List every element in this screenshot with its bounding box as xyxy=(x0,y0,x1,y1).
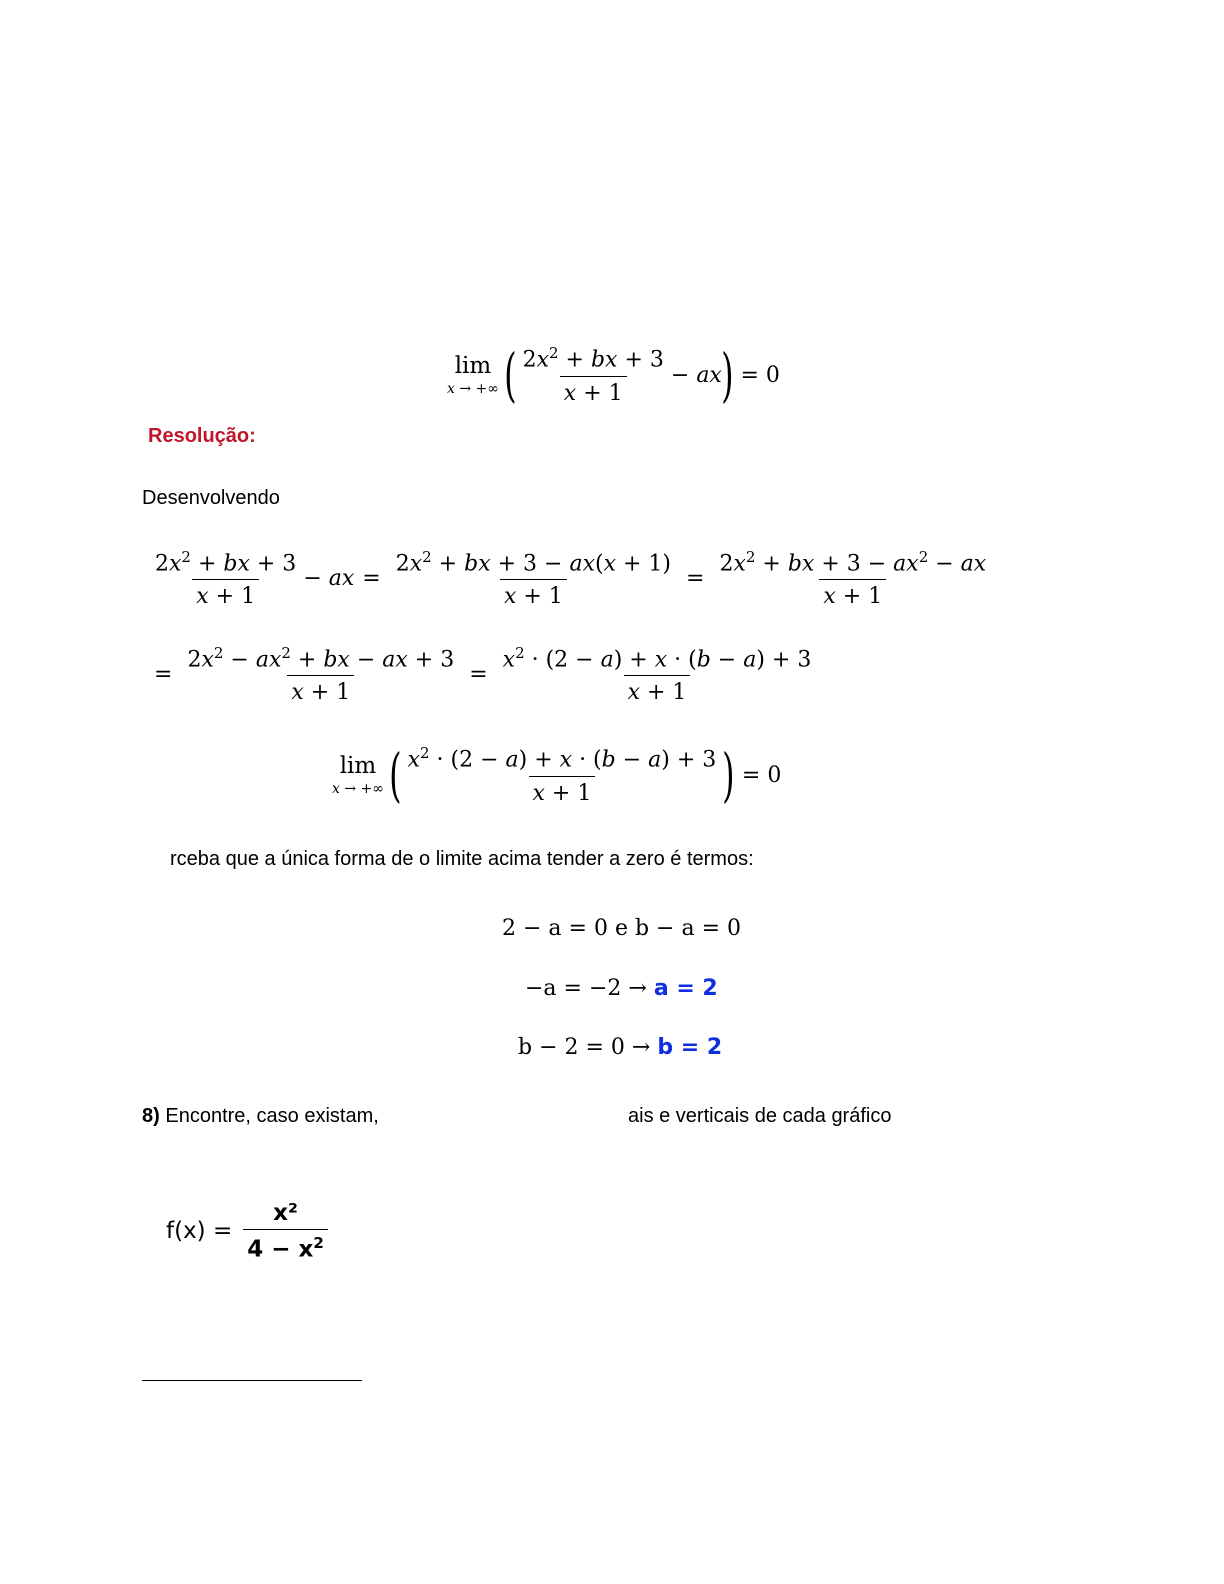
question-8-number: 8) xyxy=(142,1105,160,1127)
solve-b-equation xyxy=(518,1035,722,1060)
question-8-left xyxy=(142,1105,379,1128)
limit-equation-1: lim x → +∞ ( $\frac{2x^2 + bx + 3}{x + 1}$ − ax ) = 0 xyxy=(447,341,780,409)
result-a: a = 2 xyxy=(653,976,718,1001)
question-8-text: Encontre, caso existam, xyxy=(165,1105,379,1127)
desenvolvendo-text: Desenvolvendo xyxy=(142,487,280,509)
function-definition: f(x) = $\frac{\text{x²}}{4 - x^2}$ xyxy=(166,1200,331,1263)
solve-b-left: b − 2 = 0 → xyxy=(518,1035,651,1060)
expansion-equation-2: = $\frac{2x^2 - ax^2 + bx - ax + 3}{x + 1}$ = $\frac{x^2 \cdot (2 - a) + x \cdot (b - a) + 3}{x + 1}$ xyxy=(154,644,812,706)
solve-a-left: −a = −2 → xyxy=(525,976,647,1001)
perceba-text: rceba que a única forma de o limite acima tender a zero é termos: xyxy=(170,848,754,870)
result-b: b = 2 xyxy=(657,1035,723,1060)
footnote-divider xyxy=(142,1380,362,1381)
limit-equation-2: lim x → +∞ ( $\frac{x^2 \cdot (2 - a) + x \cdot (b - a) + 3}{x + 1}$ ) = 0 xyxy=(332,741,782,809)
function-label: f(x) = xyxy=(166,1218,233,1245)
expansion-equation-1: $\frac{2x^2 + bx + 3}{x + 1}$ − ax = $\frac{2x^2 + bx + 3 - ax(x + 1)}{x + 1}$ = $\frac{2x^2 + bx + 3 - ax^2 - ax}{x + 1}$ xyxy=(155,548,987,610)
question-8-right: ais e verticais de cada gráfico xyxy=(628,1105,892,1127)
resolucao-heading: Resolução: xyxy=(148,425,256,447)
solve-a-equation xyxy=(525,976,718,1001)
condition-equation: 2 − a = 0 e b − a = 0 xyxy=(502,916,741,941)
